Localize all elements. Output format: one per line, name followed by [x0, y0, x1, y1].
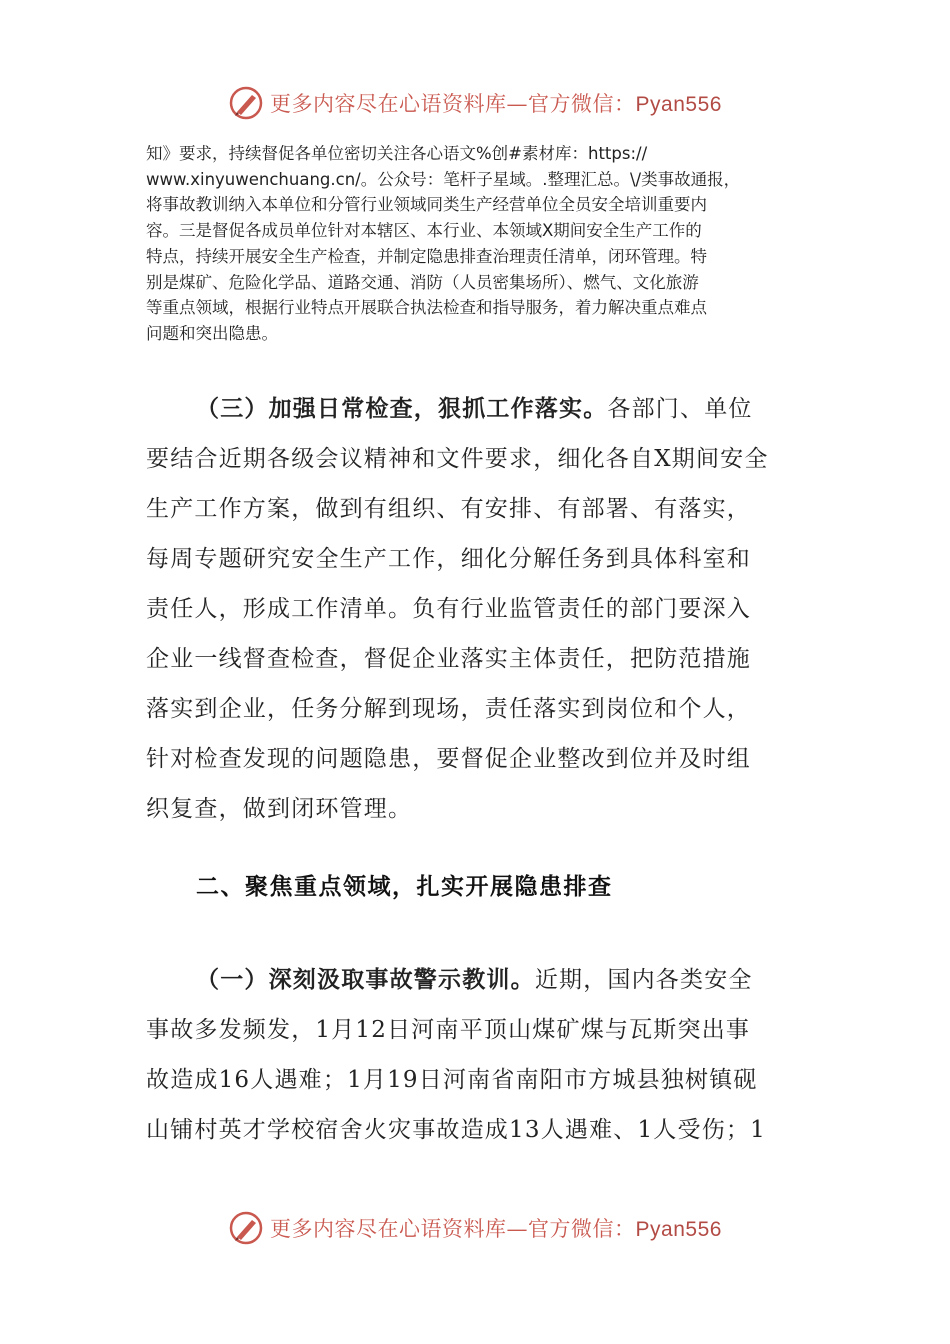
- body-line: 山铺村英才学校宿舍火灾事故造成13人遇难、1人受伤；1: [146, 1117, 766, 1143]
- body-line: 落实到企业，任务分解到现场，责任落实到岗位和个人，: [146, 696, 751, 722]
- section1-first-line: （一）深刻汲取事故警示教训。近期，国内各类安全: [196, 967, 753, 993]
- pen-logo-icon: [228, 1210, 264, 1246]
- body-line: 针对检查发现的问题隐患，要督促企业整改到位并及时组: [146, 746, 751, 772]
- footer-banner: [0, 1208, 950, 1248]
- section1-title: （一）深刻汲取事故警示教训。: [196, 967, 535, 993]
- section-heading: 二、聚焦重点领域，扎实开展隐患排查: [196, 874, 613, 900]
- body-line: 要结合近期各级会议精神和文件要求，细化各自X期间安全: [146, 446, 769, 472]
- intro-line: 知》要求，持续督促各单位密切关注各心语文%创#素材库：https://: [146, 144, 648, 163]
- body-line: 事故多发频发，1月12日河南平顶山煤矿煤与瓦斯突出事: [146, 1017, 751, 1043]
- section3-first-line: （三）加强日常检查，狠抓工作落实。各部门、单位: [196, 396, 753, 422]
- body-line: 企业一线督查检查，督促企业落实主体责任，把防范措施: [146, 646, 751, 672]
- pen-logo-icon: [228, 85, 264, 121]
- body-line: 每周专题研究安全生产工作，细化分解任务到具体科室和: [146, 546, 751, 572]
- intro-line: www.xinyuwenchuang.cn/。公众号：笔杆子星域。.整理汇总。\/类事故通报，: [146, 169, 741, 189]
- intro-line: 特点，持续开展安全生产检查，并制定隐患排查治理责任清单，闭环管理。特: [146, 246, 707, 266]
- intro-line: 问题和突出隐患。: [146, 323, 278, 343]
- body-line: 故造成16人遇难；1月19日河南省南阳市方城县独树镇砚: [146, 1067, 758, 1093]
- body-line: 织复查，做到闭环管理。: [146, 796, 413, 822]
- section3-title: （三）加强日常检查，狠抓工作落实。: [196, 396, 608, 422]
- header-banner: [0, 83, 950, 123]
- body-line: 生产工作方案，做到有组织、有安排、有部署、有落实，: [146, 496, 751, 522]
- intro-line: 别是煤矿、危险化学品、道路交通、消防（人员密集场所）、燃气、文化旅游: [146, 272, 699, 292]
- intro-line: 容。三是督促各成员单位针对本辖区、本行业、本领域X期间安全生产工作的: [146, 221, 702, 241]
- intro-line: 将事故教训纳入本单位和分管行业领域同类生产经营单位全员安全培训重要内: [146, 195, 707, 215]
- banner-text: 更多内容尽在心语资料库—官方微信：Pyan556: [270, 92, 722, 116]
- intro-line: 等重点领域，根据行业特点开展联合执法检查和指导服务，着力解决重点难点: [146, 298, 707, 318]
- banner-text: 更多内容尽在心语资料库—官方微信：Pyan556: [270, 1217, 722, 1241]
- intro-paragraph: [146, 141, 806, 347]
- body-line: 责任人，形成工作清单。负有行业监管责任的部门要深入: [146, 596, 751, 622]
